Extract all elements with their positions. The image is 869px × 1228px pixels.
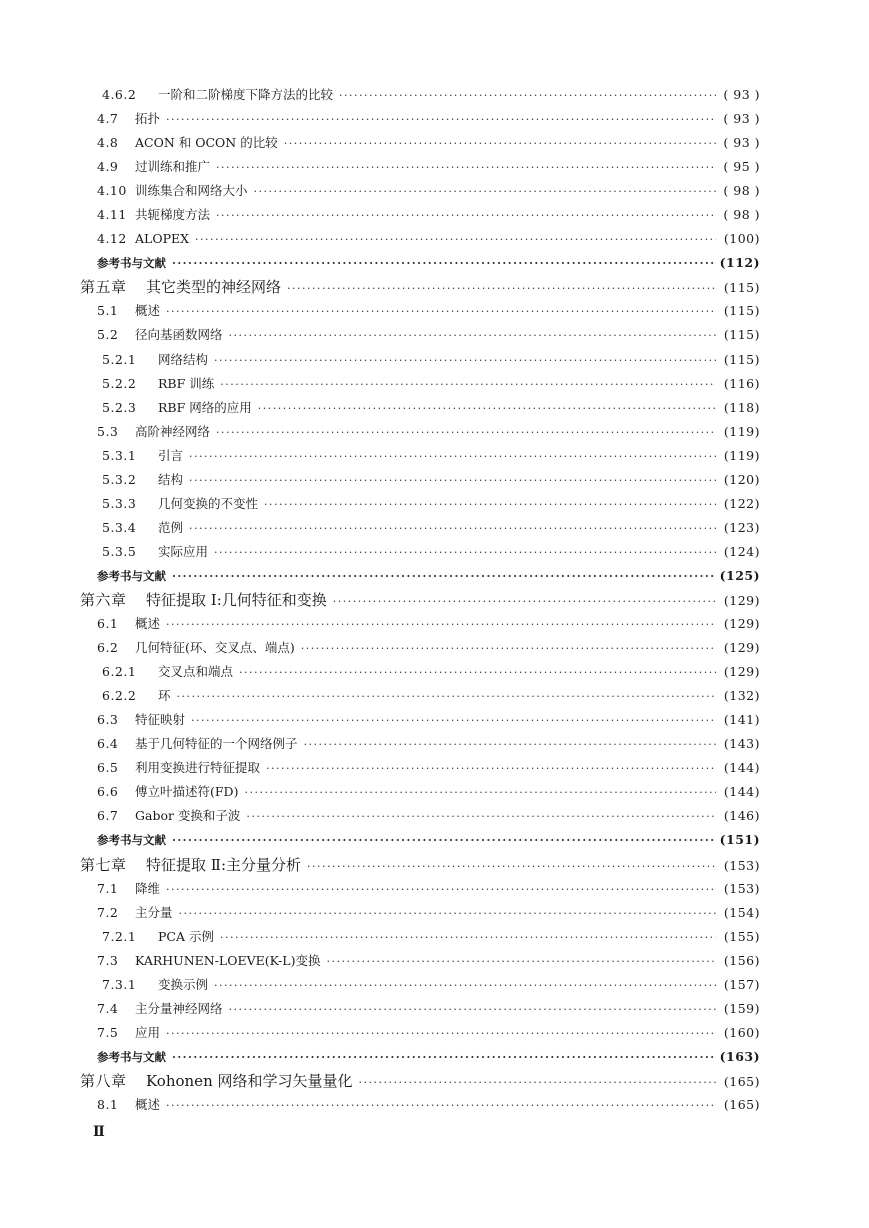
toc-entry-number: 6.2 bbox=[97, 640, 119, 656]
toc-entry-page: (123) bbox=[723, 519, 760, 535]
toc-entry-page: (129) bbox=[723, 592, 760, 608]
toc-entry bbox=[80, 804, 760, 828]
toc-entry-page: (143) bbox=[723, 736, 760, 752]
toc-entry-number: 8.1 bbox=[97, 1096, 119, 1112]
dot-leader bbox=[304, 733, 716, 757]
toc-entry bbox=[80, 1093, 760, 1117]
toc-entry-title: RBF 网络的应用 bbox=[158, 399, 252, 415]
toc-entry bbox=[80, 684, 760, 708]
toc-entry-page: ( 93 ) bbox=[723, 87, 760, 102]
dot-leader bbox=[326, 950, 716, 974]
toc-entry-page: (151) bbox=[719, 832, 760, 848]
toc-entry-page: (116) bbox=[723, 375, 760, 391]
dot-leader bbox=[229, 324, 716, 348]
toc-entry-number: 5.3.4 bbox=[102, 519, 137, 535]
toc-entry-page: (100) bbox=[723, 231, 760, 247]
toc-entry-page: (129) bbox=[723, 616, 760, 632]
dot-leader bbox=[166, 108, 716, 132]
toc-chapter-entry bbox=[80, 1069, 760, 1093]
toc-entry-number: 5.3.2 bbox=[102, 471, 137, 487]
toc-entry-title: Gabor 变换和子波 bbox=[135, 808, 241, 824]
toc-entry-title: 概述 bbox=[135, 1096, 161, 1112]
toc-entry-page: (165) bbox=[723, 1096, 760, 1112]
dot-leader bbox=[166, 1094, 716, 1118]
toc-entry-title: PCA 示例 bbox=[158, 928, 214, 944]
toc-entry-page: ( 98 ) bbox=[723, 207, 760, 223]
toc-entry bbox=[80, 420, 760, 444]
toc-entry-number: 5.3.3 bbox=[102, 495, 137, 511]
toc-entry bbox=[80, 636, 760, 660]
toc-entry-page: (132) bbox=[723, 688, 760, 704]
toc-entry-page: (129) bbox=[723, 640, 760, 656]
toc-entry-page: ( 93 ) bbox=[723, 111, 760, 127]
toc-entry-title: 其它类型的神经网络 bbox=[146, 278, 282, 297]
dot-leader bbox=[166, 613, 716, 637]
toc-entry-number: 5.1 bbox=[97, 303, 119, 319]
dot-leader bbox=[301, 637, 716, 661]
toc-entry bbox=[80, 780, 760, 804]
toc-entry-number: 5.2.1 bbox=[102, 351, 137, 367]
toc-entry-title: 共轭梯度方法 bbox=[135, 207, 211, 223]
toc-entry bbox=[80, 227, 760, 251]
toc-entry-number: 5.3.5 bbox=[102, 543, 137, 559]
toc-entry-number: 6.3 bbox=[97, 712, 119, 728]
toc-entry-title: 降维 bbox=[135, 880, 161, 896]
toc-entry-page: (129) bbox=[723, 664, 760, 680]
page-folio: Ⅱ bbox=[93, 1124, 105, 1140]
dot-leader bbox=[166, 1022, 716, 1046]
dot-leader bbox=[172, 565, 716, 589]
toc-entry-title: 概述 bbox=[135, 303, 161, 319]
toc-chapter-entry bbox=[80, 588, 760, 612]
dot-leader bbox=[359, 1071, 717, 1095]
toc-entry-number: 7.2.1 bbox=[102, 928, 137, 944]
toc-entry-number: 4.8 bbox=[97, 135, 119, 151]
toc-entry-title: 基于几何特征的一个网络例子 bbox=[135, 736, 298, 752]
dot-leader bbox=[216, 204, 716, 228]
toc-entry-page: (115) bbox=[723, 327, 760, 343]
toc-references-entry bbox=[80, 828, 760, 852]
dot-leader bbox=[287, 277, 716, 301]
toc-entry-number: 6.1 bbox=[97, 616, 119, 632]
toc-entry-page: (156) bbox=[723, 952, 760, 968]
toc-entry-title: 范例 bbox=[158, 519, 184, 535]
toc-entry-page: (153) bbox=[723, 857, 760, 873]
toc-entry-title: 训练集合和网络大小 bbox=[135, 183, 248, 199]
dot-leader bbox=[166, 300, 716, 324]
toc-entry-page: (157) bbox=[723, 976, 760, 992]
toc-entry-number: 7.5 bbox=[97, 1024, 119, 1040]
toc-entry-page: (163) bbox=[719, 1048, 760, 1064]
toc-entry bbox=[80, 492, 760, 516]
toc-entry-number: 5.3.1 bbox=[102, 447, 137, 463]
toc-entry-page: ( 93 ) bbox=[723, 135, 760, 151]
dot-leader bbox=[195, 228, 716, 252]
toc-chapter-entry bbox=[80, 275, 760, 299]
toc-entry-title: 特征提取 I:几何特征和变换 bbox=[146, 590, 327, 609]
toc-entry-page: (122) bbox=[723, 495, 760, 511]
toc-entry-number: 6.4 bbox=[97, 736, 119, 752]
toc-entry bbox=[80, 949, 760, 973]
toc-entry-page: (118) bbox=[723, 399, 760, 415]
toc-entry-page: (141) bbox=[723, 712, 760, 728]
toc-entry-page: (144) bbox=[723, 784, 760, 800]
table-of-contents bbox=[80, 83, 760, 1117]
dot-leader bbox=[254, 180, 716, 204]
toc-entry-page: (115) bbox=[723, 303, 760, 319]
toc-entry-title: 高阶神经网络 bbox=[135, 423, 211, 439]
dot-leader bbox=[333, 590, 716, 614]
toc-entry-page: (115) bbox=[723, 351, 760, 367]
toc-entry-title: 参考书与文献 bbox=[97, 1049, 166, 1064]
toc-entry bbox=[80, 756, 760, 780]
toc-entry-number: 6.2.2 bbox=[102, 688, 137, 704]
dot-leader bbox=[189, 469, 716, 493]
toc-entry bbox=[80, 203, 760, 227]
toc-entry bbox=[80, 516, 760, 540]
toc-entry-number: 第八章 bbox=[80, 1071, 127, 1090]
dot-leader bbox=[339, 84, 716, 108]
dot-leader bbox=[214, 349, 716, 373]
toc-entry-page: (119) bbox=[723, 447, 760, 463]
toc-entry-page: (146) bbox=[723, 808, 760, 824]
toc-entry-page: (120) bbox=[723, 471, 760, 487]
toc-entry bbox=[80, 901, 760, 925]
toc-entry-page: (125) bbox=[719, 567, 760, 583]
toc-entry-number: 5.2.3 bbox=[102, 399, 137, 415]
toc-entry-number: 7.1 bbox=[97, 880, 119, 896]
toc-entry-page: (165) bbox=[723, 1073, 760, 1089]
toc-entry-number: 4.7 bbox=[97, 111, 119, 127]
toc-entry-number: 4.9 bbox=[97, 159, 119, 175]
dot-leader bbox=[244, 781, 716, 805]
toc-entry-title: 傅立叶描述符(FD) bbox=[135, 784, 239, 800]
toc-entry bbox=[80, 660, 760, 684]
toc-entry-number: 4.11 bbox=[97, 207, 127, 223]
toc-entry bbox=[80, 708, 760, 732]
toc-entry-page: (119) bbox=[723, 423, 760, 439]
toc-entry-number: 6.5 bbox=[97, 760, 119, 776]
toc-entry bbox=[80, 348, 760, 372]
toc-entry-title: 利用变换进行特征提取 bbox=[135, 760, 261, 776]
toc-entry-title: 拓扑 bbox=[135, 111, 161, 127]
dot-leader bbox=[179, 902, 716, 926]
toc-entry-number: 第六章 bbox=[80, 590, 127, 609]
toc-entry-title: 主分量神经网络 bbox=[135, 1000, 223, 1016]
dot-leader bbox=[284, 132, 716, 156]
dot-leader bbox=[246, 805, 716, 829]
toc-entry-title: 参考书与文献 bbox=[97, 833, 166, 848]
toc-entry-title: 结构 bbox=[158, 471, 184, 487]
toc-entry bbox=[80, 732, 760, 756]
toc-entry-number: 4.10 bbox=[97, 183, 127, 199]
toc-entry bbox=[80, 372, 760, 396]
toc-entry-page: ( 98 ) bbox=[723, 183, 760, 199]
toc-entry bbox=[80, 107, 760, 131]
dot-leader bbox=[189, 445, 716, 469]
toc-entry-number: 7.3.1 bbox=[102, 976, 137, 992]
dot-leader bbox=[258, 397, 716, 421]
dot-leader bbox=[172, 829, 716, 853]
toc-entry-title: 特征映射 bbox=[135, 712, 186, 728]
toc-entry-page: (160) bbox=[723, 1024, 760, 1040]
toc-entry-number: 5.3 bbox=[97, 423, 119, 439]
toc-entry-title: 参考书与文献 bbox=[97, 256, 166, 271]
toc-entry bbox=[80, 877, 760, 901]
toc-entry-title: 过训练和推广 bbox=[135, 159, 211, 175]
toc-entry-title: 一阶和二阶梯度下降方法的比较 bbox=[158, 87, 334, 102]
toc-entry-number: 5.2.2 bbox=[102, 375, 137, 391]
toc-entry-title: RBF 训练 bbox=[158, 375, 215, 391]
toc-entry-title: 交叉点和端点 bbox=[158, 664, 234, 680]
toc-entry-title: 引言 bbox=[158, 447, 184, 463]
toc-entry-page: (154) bbox=[723, 904, 760, 920]
dot-leader bbox=[220, 926, 716, 950]
dot-leader bbox=[191, 709, 716, 733]
dot-leader bbox=[166, 878, 716, 902]
toc-entry-title: ALOPEX bbox=[135, 231, 190, 247]
toc-entry bbox=[80, 131, 760, 155]
toc-entry bbox=[80, 396, 760, 420]
toc-entry-number: 4.12 bbox=[97, 231, 127, 247]
toc-entry-number: 6.7 bbox=[97, 808, 119, 824]
toc-entry bbox=[80, 973, 760, 997]
toc-entry-title: KARHUNEN-LOEVE(K-L)变换 bbox=[135, 952, 321, 968]
toc-entry-title: 概述 bbox=[135, 616, 161, 632]
toc-entry bbox=[80, 612, 760, 636]
toc-entry-number: 第七章 bbox=[80, 855, 127, 874]
toc-references-entry bbox=[80, 251, 760, 275]
toc-entry-title: 变换示例 bbox=[158, 976, 209, 992]
toc-entry bbox=[80, 925, 760, 949]
toc-references-entry bbox=[80, 1045, 760, 1069]
toc-entry-page: (153) bbox=[723, 880, 760, 896]
dot-leader bbox=[189, 517, 716, 541]
dot-leader bbox=[214, 541, 716, 565]
toc-entry bbox=[80, 444, 760, 468]
toc-entry-number: 7.2 bbox=[97, 904, 119, 920]
toc-entry-title: Kohonen 网络和学习矢量量化 bbox=[146, 1071, 353, 1090]
toc-entry bbox=[80, 83, 760, 107]
toc-entry-page: ( 95 ) bbox=[723, 159, 760, 175]
toc-entry bbox=[80, 540, 760, 564]
toc-entry-page: (144) bbox=[723, 760, 760, 776]
toc-references-entry bbox=[80, 564, 760, 588]
toc-entry-number: 4.6.2 bbox=[102, 87, 137, 102]
toc-entry-page: (112) bbox=[719, 255, 760, 271]
toc-entry-number: 5.2 bbox=[97, 327, 119, 343]
toc-entry-title: 几何变换的不变性 bbox=[158, 495, 259, 511]
dot-leader bbox=[264, 493, 716, 517]
toc-entry-title: ACON 和 OCON 的比较 bbox=[135, 135, 278, 151]
toc-entry-title: 网络结构 bbox=[158, 351, 209, 367]
toc-entry bbox=[80, 155, 760, 179]
dot-leader bbox=[220, 373, 716, 397]
toc-entry-title: 参考书与文献 bbox=[97, 568, 166, 583]
dot-leader bbox=[214, 974, 716, 998]
toc-entry bbox=[80, 299, 760, 323]
toc-chapter-entry bbox=[80, 853, 760, 877]
toc-entry-number: 6.6 bbox=[97, 784, 119, 800]
toc-entry-title: 特征提取 Ⅱ:主分量分析 bbox=[146, 855, 302, 874]
dot-leader bbox=[266, 757, 716, 781]
dot-leader bbox=[307, 855, 716, 879]
toc-entry-page: (124) bbox=[723, 543, 760, 559]
toc-entry-page: (155) bbox=[723, 928, 760, 944]
toc-entry-number: 7.3 bbox=[97, 952, 119, 968]
dot-leader bbox=[239, 661, 716, 685]
toc-entry-title: 主分量 bbox=[135, 904, 173, 920]
dot-leader bbox=[216, 156, 716, 180]
toc-entry-page: (159) bbox=[723, 1000, 760, 1016]
toc-entry-title: 几何特征(环、交叉点、端点) bbox=[135, 640, 295, 656]
toc-entry bbox=[80, 468, 760, 492]
toc-entry-title: 实际应用 bbox=[158, 543, 209, 559]
dot-leader bbox=[216, 421, 716, 445]
dot-leader bbox=[172, 1046, 716, 1070]
dot-leader bbox=[229, 998, 716, 1022]
toc-entry-title: 径向基函数网络 bbox=[135, 327, 223, 343]
toc-entry bbox=[80, 997, 760, 1021]
toc-entry-title: 应用 bbox=[135, 1024, 161, 1040]
toc-entry-number: 6.2.1 bbox=[102, 664, 137, 680]
toc-entry-page: (115) bbox=[723, 280, 760, 296]
toc-entry-title: 环 bbox=[158, 688, 171, 704]
toc-entry-number: 第五章 bbox=[80, 278, 127, 297]
dot-leader bbox=[172, 252, 716, 276]
toc-entry bbox=[80, 1021, 760, 1045]
toc-entry bbox=[80, 179, 760, 203]
toc-entry-number: 7.4 bbox=[97, 1000, 119, 1016]
toc-entry bbox=[80, 323, 760, 347]
dot-leader bbox=[177, 685, 716, 709]
